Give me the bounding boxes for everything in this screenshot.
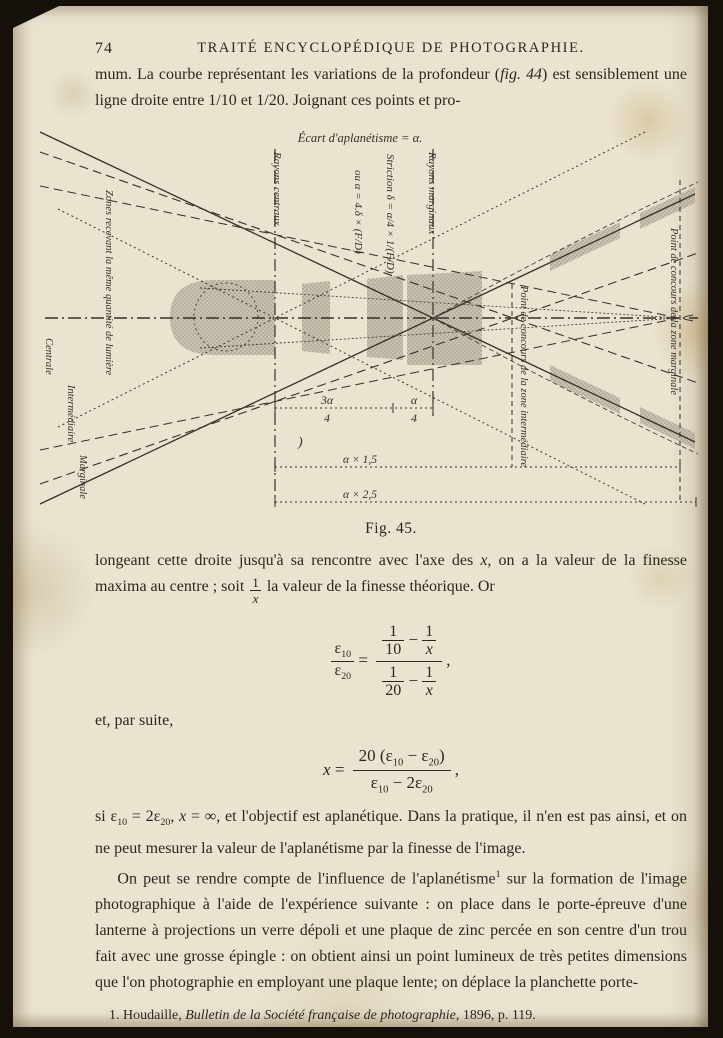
comma: , (454, 759, 459, 779)
variable-x: x (480, 552, 488, 569)
paragraph-text: mum. La courbe représentant les variations de la profondeur ( (95, 66, 501, 83)
measure-alpha-split (275, 403, 433, 413)
connector-text: et, par suite, (95, 711, 174, 729)
measure-a25-label: α × 2,5 (343, 489, 377, 501)
page-corner-shadow (13, 6, 59, 28)
rayons-marginaux-label: Rayons marginaux (426, 152, 438, 235)
equals-sign: = (358, 650, 368, 670)
book-page-scan (13, 6, 708, 1027)
paragraph-finesse (95, 548, 687, 607)
brace-mark: ) (298, 435, 303, 450)
point-concours-marginale-label: Point de concours de la zone marginale (668, 228, 679, 396)
paragraph-experience: On peut se rendre compte de l'influence de l'aplanétisme$^1$ sur la formation de l'image photographique à l'aide de l'expérience suivante : on place dans le porte-épreuve d'une lanterne à projections un verre dépoli et une plaque de zinc percée en son centre d'un trou fait avec une grosse épingle : on obtient ainsi un point lumineux de très petites dimensions que l'on photographie en employant une plaque lente; on déplace la planchette porte- (95, 868, 688, 992)
inline-fraction-1-over-x: $\frac{1}{x}$ (252, 575, 259, 607)
striction-formula-label: Striction δ = α/4 × 1/(F/D) (384, 154, 396, 274)
ou-alpha-formula-label: ou α = 4.δ × (F/D) (352, 170, 364, 254)
ecart-aplanetisme-label: Écart d'aplanétisme = α. (297, 131, 423, 145)
measure-3a4-num: 3α (320, 393, 334, 407)
fig-44-reference: fig. 44 (500, 66, 543, 83)
x-fraction: $\frac{20 (\varepsilon_{10} - \varepsilon_{20})}{\varepsilon_{10} - 2\varepsilon_{20}}$ (353, 744, 451, 798)
comma: , (446, 650, 451, 670)
formula-x-value (95, 744, 687, 798)
page-header (95, 40, 687, 62)
zones-lumiere-label: Zones recevant la même quantité de lumière (103, 190, 114, 376)
figure-caption: Fig. 45. (365, 520, 417, 537)
paragraph-profondeur (95, 62, 687, 114)
ray-marginal-descending (40, 132, 695, 442)
footnote-marker: 1 (495, 868, 501, 880)
equals-sign: = (334, 759, 345, 779)
journal-title: Bulletin de la Société française de photographie (185, 1008, 456, 1024)
measure-alpha-25 (275, 497, 696, 507)
book-title: TRAITÉ ENCYCLOPÉDIQUE DE PHOTOGRAPHIE. (197, 40, 585, 56)
paragraph-text: longeant cette droite jusqu'à sa rencontre avec l'axe des (95, 552, 481, 569)
legend-marginale: Marginale (77, 455, 88, 499)
paragraph-text: , on a la valeur de la finesse maxima au centre ; soit (95, 552, 688, 595)
rayons-centraux-label: Rayons centraux (271, 152, 283, 226)
aplanetism-ray-diagram (30, 124, 708, 516)
stipple-wedge-lower (640, 407, 695, 449)
measure-alpha-15 (275, 462, 680, 472)
legend-centrale: Centrale (43, 338, 54, 375)
lhs-epsilon-fraction: $\frac{\varepsilon_{10}}{\varepsilon_{20}}$ (331, 640, 354, 683)
formula-epsilon-ratio (95, 621, 687, 702)
footnote: 1. Houdaille, Bulletin de la Société française de photographie, 1896, p. 119. (109, 1008, 536, 1024)
measure-a15-label: α × 1,5 (343, 454, 377, 466)
variable-x: x (179, 807, 187, 825)
variable-x: x (323, 759, 331, 779)
rhs-big-fraction: $\frac{1}{10}$ − $\frac{1}{x}$ $\frac{1}{20}$ − $\frac{1}{x}$ (376, 621, 442, 702)
measure-3a4-den: 4 (324, 411, 330, 425)
paragraph-text: la valeur de la finesse théorique. Or (262, 578, 495, 595)
point-concours-intermediaire-label: Point de concours de la zone intermédiaire (518, 286, 529, 467)
legend-intermediaire: Intermédiaire (65, 385, 76, 443)
figure-45-diagram (30, 124, 708, 516)
paragraph-aplanetique: si $\varepsilon_{10} = 2\varepsilon_{20}$, x = ∞, et l'objectif est aplanétique. Dans la pratique, il n'en est pas ainsi, et on ne peut mesurer la valeur de l'aplanétisme par la finesse de l'image. (95, 807, 688, 857)
page-number: 74 (95, 40, 113, 57)
stipple-wedge-upper (640, 187, 695, 229)
measure-a4-num: α (410, 393, 418, 407)
measure-a4-den: 4 (411, 411, 417, 425)
paragraph-text: ) est sensiblement une ligne droite entre 1/10 et 1/20. Joignant ces points et pro- (95, 66, 688, 109)
